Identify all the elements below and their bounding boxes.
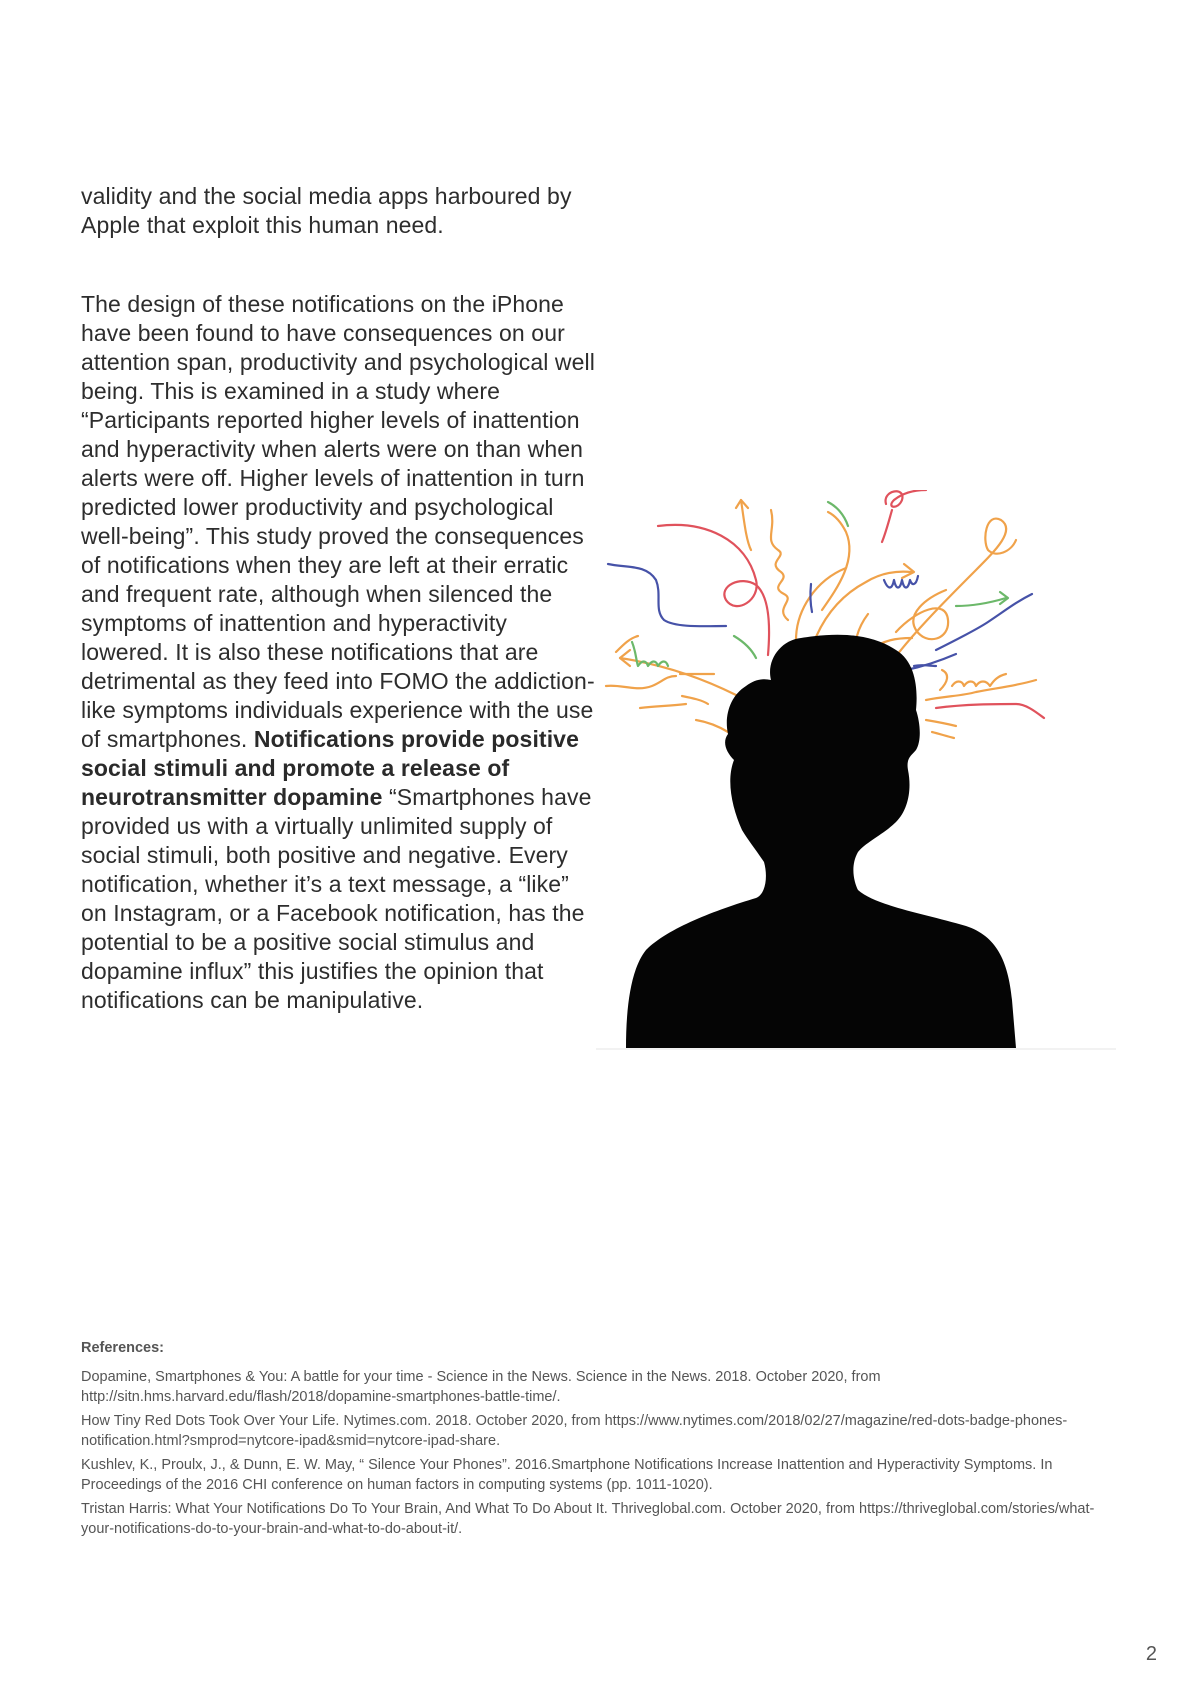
head-silhouette-illustration [596,490,1116,1130]
body-paragraph-2 [81,290,601,1015]
head-silhouette-icon [596,490,1116,1130]
reference-item: Kushlev, K., Proulx, J., & Dunn, E. W. May, “ Silence Your Phones”. 2016.Smartphone Notifications Increase Inattention and Hyperactivity Symptoms. In Proceedings of the 2016 CHI conference on human factors in computing systems (pp. 1011-1020). [81,1457,1053,1493]
references-section [81,1338,1111,1543]
references-title: References: [81,1340,165,1356]
reference-item: Tristan Harris: What Your Notifications Do To Your Brain, And What To Do About It. Thriveglobal.com. October 2020, from https://thriveglobal.com/stories/what-your-notifications-do-to-your-brain-and-what-to-do-about-it/. [81,1501,1095,1537]
paragraph-2-text-after: “Smartphones have provided us with a virtually unlimited supply of social stimuli, both positive and negative. Every notification, whether it’s a text message, a “like” on Instagram, or a Facebook notification, has the potential to be a positive social stimulus and dopamine influx” this justifies the opinion that notifications can be manipulative. [81,784,592,1013]
reference-item: How Tiny Red Dots Took Over Your Life. Nytimes.com. 2018. October 2020, from https://www.nytimes.com/2018/02/27/magazine/red-dots-badge-phones-notification.html?smprod=nytcore-ipad&smid=nytcore-ipad-share. [81,1413,1068,1449]
paragraph-2-text-before: The design of these notifications on the iPhone have been found to have consequences on our attention span, productivity and psychological well being. This is examined in a study where “Participants reported higher levels of inattention and hyperactivity when alerts were on than when alerts were off. Higher levels of inattention in turn predicted lower productivity and psychological well-being”. This study proved the consequences of notifications when they are left at their erratic and frequent rate, although when silenced the symptoms of inattention and hyperactivity lowered. It is also these notifications that are detrimental as they feed into FOMO the addiction-like symptoms individuals experience with the use of smartphones. [81,291,595,752]
body-paragraph-1: validity and the social media apps harboured by Apple that exploit this human need. [81,183,572,238]
paragraph-2-bold-statement: Notifications provide positive social stimuli and promote a release of neurotransmitter dopamine [81,726,579,810]
page-number: 2 [1145,1643,1157,1665]
reference-item: Dopamine, Smartphones & You: A battle for your time - Science in the News. Science in the News. 2018. October 2020, from http://sitn.hms.harvard.edu/flash/2018/dopamine-smartphones-battle-time/. [81,1369,881,1405]
